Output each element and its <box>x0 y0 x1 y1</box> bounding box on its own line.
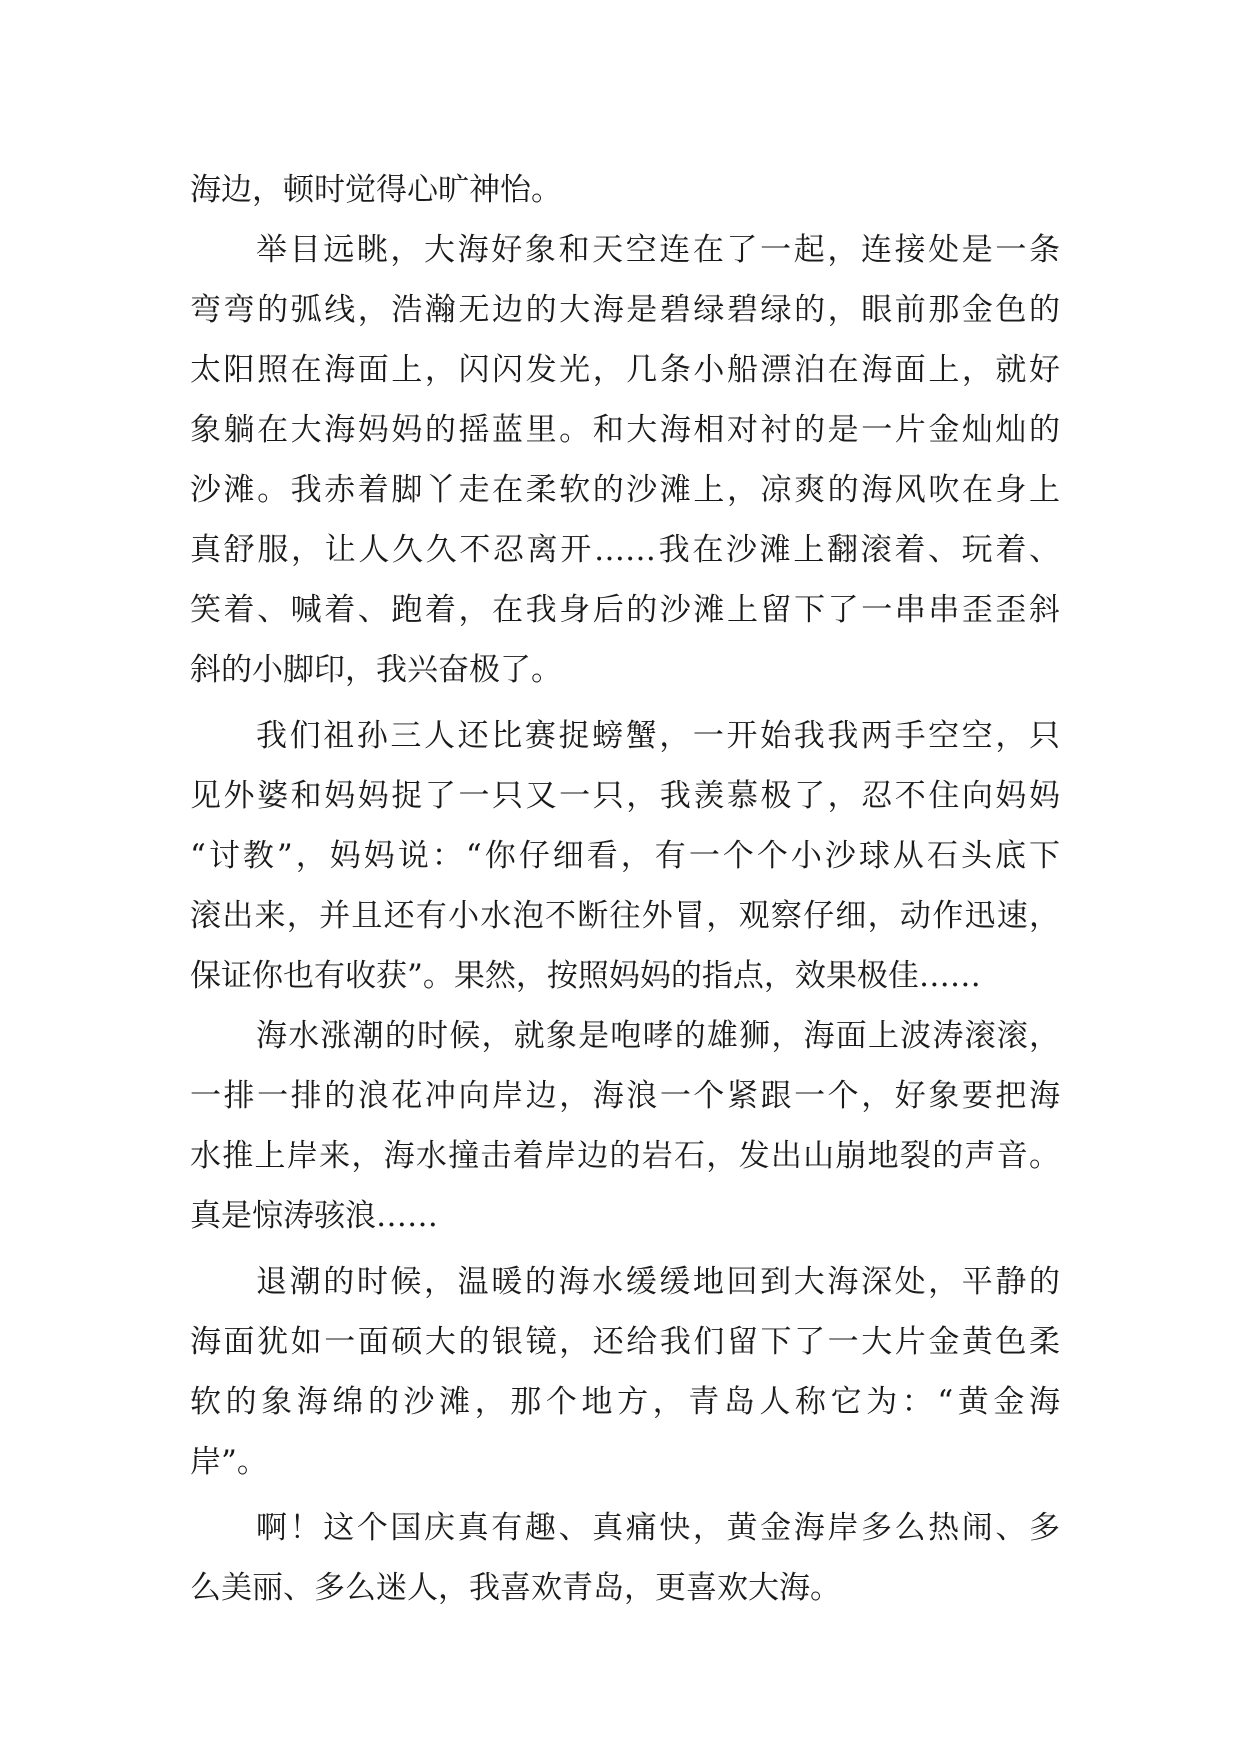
paragraph-start-line: 退潮的时候，温暖的海水缓缓地回到大海深处，平静的 <box>256 1264 1060 1300</box>
text-line: 保证你也有收获”。果然，按照妈妈的指点，效果极佳…… <box>190 958 981 994</box>
text-line: “讨教”，妈妈说：“你仔细看，有一个个小沙球从石头底下 <box>190 838 1060 874</box>
paragraph-start-line: 我们祖孙三人还比赛捉螃蟹，一开始我我两手空空，只 <box>256 718 1060 754</box>
document-body <box>190 160 1060 1618</box>
paragraph-start-line: 举目远眺，大海好象和天空连在了一起，连接处是一条 <box>256 232 1060 268</box>
text-line: 真舒服，让人久久不忍离开……我在沙滩上翻滚着、玩着、 <box>190 532 1060 568</box>
text-line: 弯弯的弧线，浩瀚无边的大海是碧绿碧绿的，眼前那金色的 <box>190 292 1060 328</box>
text-line: 一排一排的浪花冲向岸边，海浪一个紧跟一个，好象要把海 <box>190 1078 1060 1114</box>
text-line: 软的象海绵的沙滩，那个地方，青岛人称它为：“黄金海 <box>190 1384 1060 1420</box>
text-line: 见外婆和妈妈捉了一只又一只，我羡慕极了，忍不住向妈妈 <box>190 778 1060 814</box>
text-line: 沙滩。我赤着脚丫走在柔软的沙滩上，凉爽的海风吹在身上 <box>190 472 1060 508</box>
text-line: 象躺在大海妈妈的摇蓝里。和大海相对衬的是一片金灿灿的 <box>190 412 1060 448</box>
text-line: 水推上岸来，海水撞击着岸边的岩石，发出山崩地裂的声音。 <box>190 1138 1060 1174</box>
text-line: 么美丽、多么迷人，我喜欢青岛，更喜欢大海。 <box>190 1570 841 1606</box>
paragraph-start-line: 海水涨潮的时候，就象是咆哮的雄狮，海面上波涛滚滚， <box>256 1018 1060 1054</box>
text-line: 海面犹如一面硕大的银镜，还给我们留下了一大片金黄色柔 <box>190 1324 1060 1360</box>
text-line: 岸”。 <box>190 1444 268 1480</box>
text-line: 斜的小脚印，我兴奋极了。 <box>190 652 562 688</box>
text-line: 滚出来，并且还有小水泡不断往外冒，观察仔细，动作迅速， <box>190 898 1060 934</box>
text-line: 笑着、喊着、跑着，在我身后的沙滩上留下了一串串歪歪斜 <box>190 592 1060 628</box>
text-line: 海边，顿时觉得心旷神怡。 <box>190 172 562 208</box>
paragraph-start-line: 啊！这个国庆真有趣、真痛快，黄金海岸多么热闹、多 <box>256 1510 1060 1546</box>
text-line: 真是惊涛骇浪…… <box>190 1198 438 1234</box>
text-line: 太阳照在海面上，闪闪发光，几条小船漂泊在海面上，就好 <box>190 352 1060 388</box>
